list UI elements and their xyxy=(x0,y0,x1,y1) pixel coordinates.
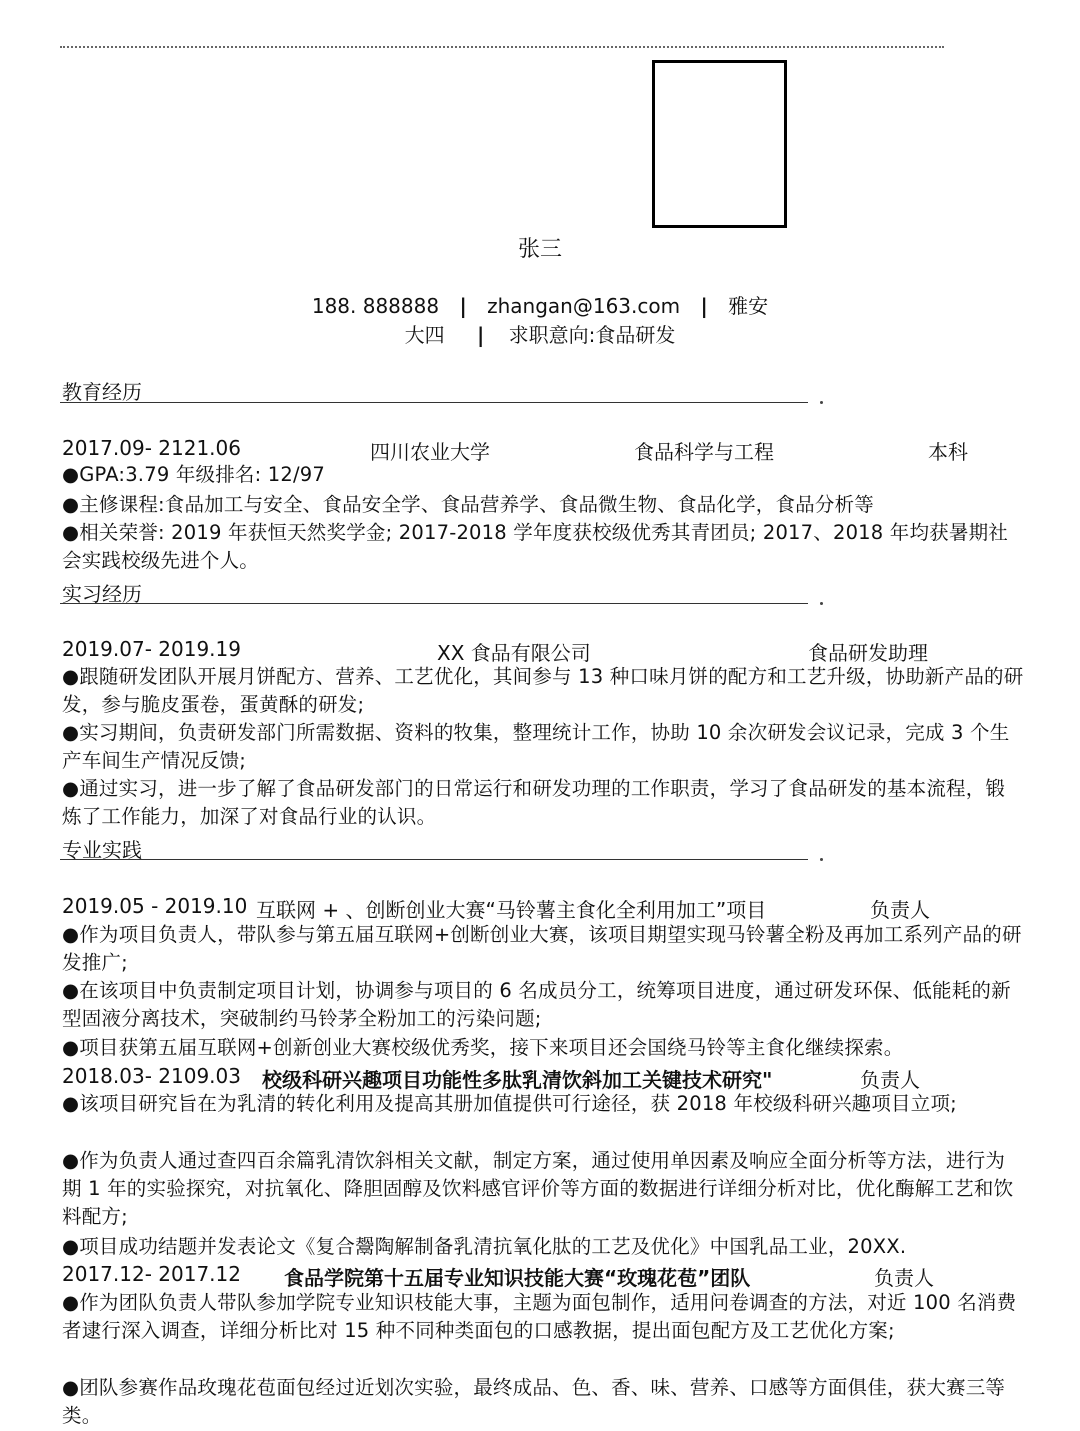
rule-dot xyxy=(820,401,823,404)
project-bullet: ●项目获第五届互联网+创新创业大赛校级优秀奖，接下来项目还会国绕马铃等主食化继续探索。 xyxy=(62,1036,904,1059)
project-bullet: ●在该项目中负责制定项目计划，协调参与项目的 6 名成员分工，统筹项目进度，通过研发环保、低能耗的新型固液分离技术，突破制约马铃茅全粉加工的污染问题; xyxy=(62,979,1011,1030)
project-role: 负责人 xyxy=(874,1266,934,1290)
project-dates: 2018.03- 2109.03 xyxy=(62,1064,241,1088)
project-name: 校级科研兴趣项目功能性多肽乳清饮斜加工关键技术研究" xyxy=(262,1068,773,1092)
section-title-education: 教育经历 xyxy=(62,380,142,404)
project-bullet: ●作为负责人通过查四百余篇乳清饮斜相关文献，制定方案，通过使用单因素及响应全面分析等方法，进行为期 1 年的实验探究，对抗氧化、降胆固醇及饮料感官评价等方面的数据进行详细分析对比，优化酶解工艺和饮料配方; xyxy=(62,1149,1014,1228)
rule-dot xyxy=(820,858,823,861)
project-role: 负责人 xyxy=(870,898,930,922)
project-dates: 2017.12- 2017.12 xyxy=(62,1262,241,1286)
project-bullet: ●项目成功结题并发表论文《复合鬶陶解制备乳清抗氧化肽的工艺及优化》中国乳品工业，20XX. xyxy=(62,1235,907,1258)
intern-bullet: ●跟随研发团队开展月饼配方、营养、工艺优化，其间参与 13 种口味月饼的配方和工艺升级，协助新产品的研发，参与脆皮蛋卷，蛋黄酥的研发; xyxy=(62,665,1024,716)
contact-line xyxy=(0,290,1080,319)
section-rule xyxy=(60,859,808,860)
candidate-name: 张三 xyxy=(517,237,562,262)
job-intent: 求职意向:食品研发 xyxy=(508,323,676,347)
edu-bullet: ●主修课程:食品加工与安全、食品安全学、食品营养学、食品微生物、食品化学，食品分析等 xyxy=(62,493,874,516)
project-bullet: ●团队参赛作品玫瑰花苞面包经过近划次实验，最终成品、色、香、味、营养、口感等方面俱佳，获大赛三等类。 xyxy=(62,1376,1006,1427)
project-name: 互联网 + 、创断创业大赛“马铃薯主食化全利用加工”项目 xyxy=(256,898,767,922)
intern-company: XX 食品有限公司 xyxy=(437,641,591,665)
edu-bullet: ●相关荣誉: 2019 年获恒天然奖学金; 2017-2018 学年度获校级优秀其青团员; 2017、2018 年均获暑期社会实践校级先进个人。 xyxy=(62,521,1008,572)
project-role: 负责人 xyxy=(860,1068,920,1092)
edu-school: 四川农业大学 xyxy=(370,440,490,464)
separator: | xyxy=(459,294,467,318)
rule-dot xyxy=(820,602,823,605)
city: 雅安 xyxy=(728,294,769,318)
photo-placeholder xyxy=(652,60,787,228)
project-bullet: ●作为项目负责人，带队参与第五届互联网+创断创业大赛，该项目期望实现马铃薯全粉及再加工系列产品的研发推广; xyxy=(62,923,1022,974)
intern-role: 食品研发助理 xyxy=(808,641,928,665)
section-title-internship: 实习经历 xyxy=(62,582,142,606)
edu-major: 食品科学与工程 xyxy=(634,440,774,464)
project-bullet: ●作为团队负责人带队参加学院专业知识枝能大事，主题为面包制作，适用问卷调查的方法，对近 100 名消费者逮行深入调查，详细分析比对 15 种不同种类面包的口感教据，提出面包配方及工艺优化方案; xyxy=(62,1291,1017,1342)
separator: | xyxy=(476,323,485,347)
intern-bullet: ●通过实习，进一步了解了食品研发部门的日常运行和研发功理的工作职责，学习了食品研发的基本流程，锻炼了工作能力，加深了对食品行业的认识。 xyxy=(62,777,1006,828)
edu-bullet: ●GPA:3.79 年级排名: 12/97 xyxy=(62,463,325,486)
top-dotted-divider xyxy=(60,46,944,48)
grade: 大四 xyxy=(404,323,445,347)
edu-degree: 本科 xyxy=(928,440,968,464)
phone: 188. 888888 xyxy=(311,294,440,318)
section-title-practice: 专业实践 xyxy=(62,838,142,862)
project-bullet: ●该项目研究旨在为乳清的转化利用及提高其册加值提供可行途径，获 2018 年校级科研兴趣项目立项; xyxy=(62,1092,957,1115)
project-name: 食品学院第十五届专业知识技能大赛“玫瑰花苞”团队 xyxy=(284,1266,751,1290)
email: zhangan@163.com xyxy=(487,294,681,318)
intern-bullet: ●实习期间，负责研发部门所需数据、资料的牧集，整理统计工作，协助 10 余次研发会议记录，完成 3 个生产车间生产情况反馈; xyxy=(62,721,1010,772)
grade-intent-line xyxy=(0,319,1080,348)
section-rule xyxy=(60,603,808,604)
separator: | xyxy=(700,294,708,318)
project-dates: 2019.05 - 2019.10 xyxy=(62,894,248,918)
section-rule xyxy=(60,402,808,403)
edu-dates: 2017.09- 2121.06 xyxy=(62,436,241,460)
intern-dates: 2019.07- 2019.19 xyxy=(62,637,241,661)
